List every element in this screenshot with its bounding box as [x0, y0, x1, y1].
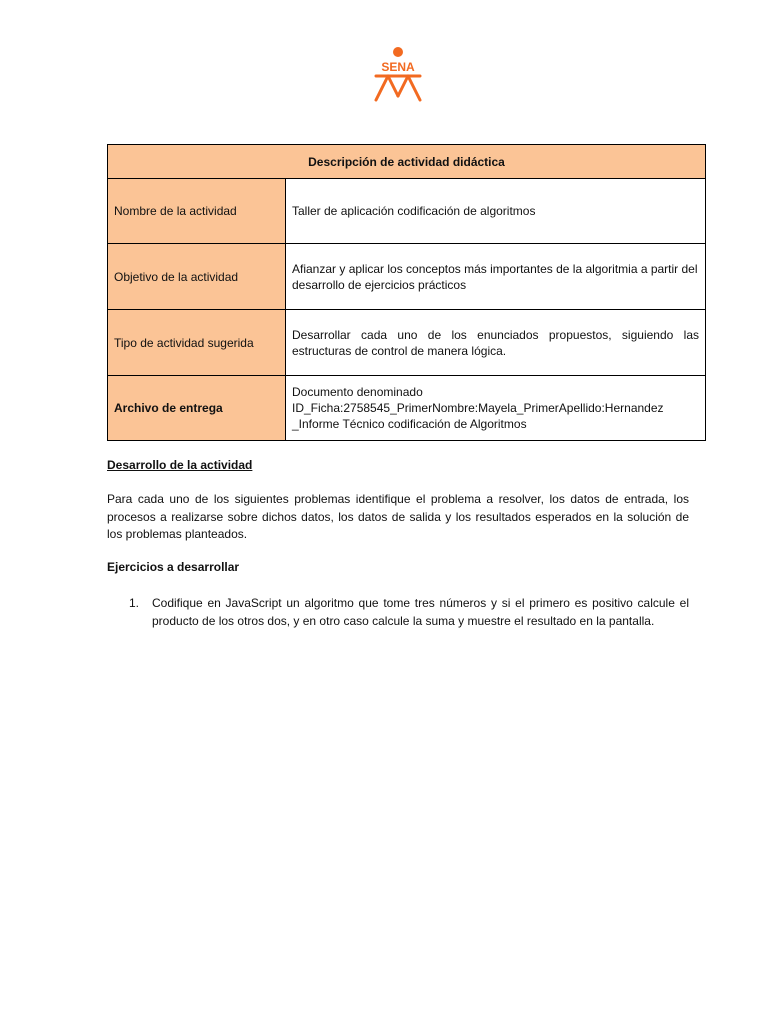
delivery-file-value [286, 376, 706, 441]
activity-objective-label: Objetivo de la actividad [108, 244, 286, 310]
exercises-title: Ejercicios a desarrollar [107, 560, 240, 574]
activity-description-table [107, 144, 706, 441]
table-row [108, 244, 706, 310]
sena-logo [368, 46, 428, 104]
activity-name-label: Nombre de la actividad [108, 179, 286, 244]
section-intro: Para cada uno de los siguientes problemas identifique el problema a resolver, los datos de entrada, los procesos a realizarse sobre dichos datos, los datos de salida y los resultados esperados en la solución de los problemas planteados. [107, 492, 689, 541]
activity-name-value: Taller de aplicación codificación de algoritmos [286, 179, 706, 244]
delivery-file-line-1: Documento denominado [292, 385, 423, 399]
activity-objective-value: Afianzar y aplicar los conceptos más importantes de la algoritmia a partir del desarrollo de ejercicios prácticos [286, 244, 706, 310]
section-title: Desarrollo de la actividad [107, 458, 253, 472]
logo-text: SENA [381, 60, 415, 74]
activity-type-label: Tipo de actividad sugerida [108, 310, 286, 376]
table-row [108, 376, 706, 441]
delivery-file-line-3: _Informe Técnico codificación de Algoritmos [292, 417, 527, 431]
delivery-file-line-2: ID_Ficha:2758545_PrimerNombre:Mayela_PrimerApellido:Hernandez [292, 401, 664, 415]
table-row [108, 310, 706, 376]
exercise-number: 1. [129, 596, 140, 610]
exercise-text: Codifique en JavaScript un algoritmo que tome tres números y si el primero es positivo calcule el producto de los otros dos, y en otro caso calcule la suma y muestre el resultado en la pantalla. [152, 596, 689, 628]
delivery-file-label: Archivo de entrega [108, 376, 286, 441]
table-header: Descripción de actividad didáctica [108, 145, 706, 179]
exercise-item [129, 595, 689, 630]
activity-type-value: Desarrollar cada uno de los enunciados propuestos, siguiendo las estructuras de control de manera lógica. [286, 310, 706, 376]
table-row [108, 179, 706, 244]
sena-logo-icon [368, 46, 428, 104]
